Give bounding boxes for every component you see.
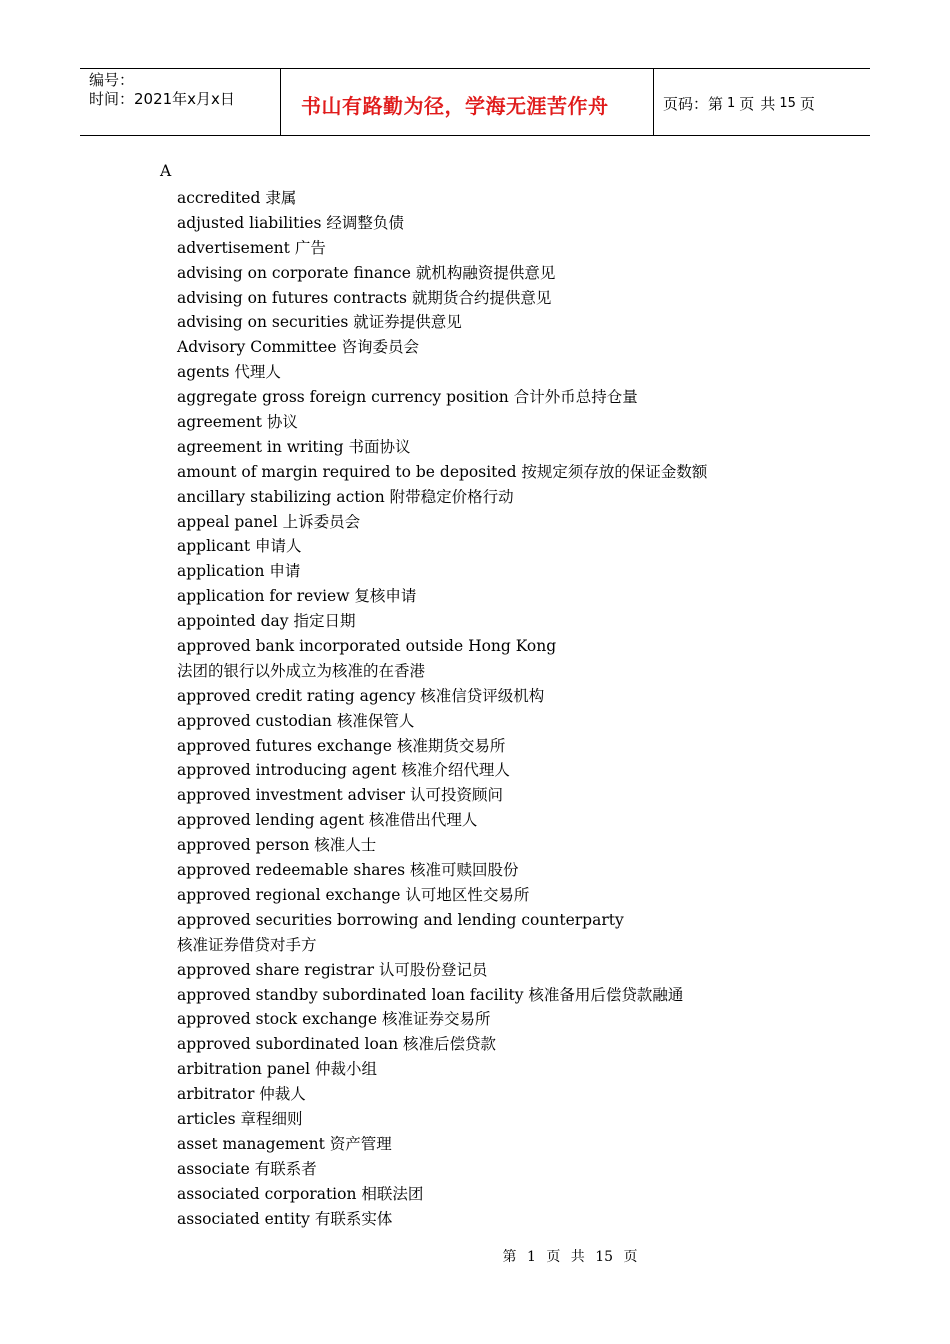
glossary-entry: agents 代理人 (177, 363, 281, 382)
glossary-entry: advising on securities 就证券提供意见 (177, 313, 462, 332)
glossary-entry: applicant 申请人 (177, 537, 302, 556)
glossary-entry: agreement in writing 书面协议 (177, 437, 411, 456)
footer-mid: 页 (546, 1249, 561, 1265)
glossary-entry: approved regional exchange 认可地区性交易所 (177, 885, 530, 904)
header-page-mid: 页 (739, 94, 755, 113)
page-header (80, 68, 870, 136)
glossary-entry: associated corporation 相联法团 (177, 1184, 424, 1203)
header-meta-cell (80, 69, 281, 135)
glossary-entry: approved subordinated loan 核准后偿贷款 (177, 1035, 496, 1054)
header-motto: 书山有路勤为径，学海无涯苦作舟 (301, 93, 609, 118)
glossary-entry: 核准证券借贷对手方 (177, 935, 317, 954)
header-page-total-prefix: 共 (760, 94, 776, 113)
header-page-cell (654, 69, 870, 135)
glossary-entry: approved standby subordinated loan facility 核准备用后偿贷款融通 (177, 985, 684, 1004)
glossary-entry: approved custodian 核准保管人 (177, 711, 415, 730)
glossary-entry: approved bank incorporated outside Hong Kong (177, 637, 557, 656)
header-page-current: 1 (727, 95, 736, 111)
glossary-entry: associate 有联系者 (177, 1159, 317, 1178)
glossary-entry: application for review 复核申请 (177, 587, 417, 606)
glossary-entry: 法团的银行以外成立为核准的在香港 (177, 661, 426, 680)
glossary-entry: approved stock exchange 核准证券交易所 (177, 1010, 491, 1029)
glossary-entry: arbitrator 仲裁人 (177, 1085, 306, 1104)
glossary-entry: adjusted liabilities 经调整负债 (177, 213, 404, 232)
glossary-entry: advising on futures contracts 就期货合约提供意见 (177, 288, 552, 307)
glossary-entry: agreement 协议 (177, 413, 298, 432)
glossary-entry: ancillary stabilizing action 附带稳定价格行动 (177, 487, 514, 506)
glossary-entry: appointed day 指定日期 (177, 612, 356, 631)
document-time-label: 时间：2021年x月x日 (89, 90, 235, 108)
header-page-suffix: 页 (799, 94, 815, 113)
footer-total-prefix: 共 (570, 1249, 585, 1265)
glossary-entry: aggregate gross foreign currency position 合计外币总持仓量 (177, 388, 638, 407)
glossary-entry: approved person 核准人士 (177, 836, 377, 855)
glossary-entry: asset management 资产管理 (177, 1134, 392, 1153)
glossary-entry: arbitration panel 仲裁小组 (177, 1060, 378, 1079)
glossary-entry: associated entity 有联系实体 (177, 1209, 393, 1228)
header-page-total: 15 (779, 95, 796, 111)
document-number-label: 编号： (89, 71, 135, 89)
glossary-entry: approved futures exchange 核准期货交易所 (177, 736, 506, 755)
glossary-entry: approved securities borrowing and lending counterparty (177, 910, 624, 929)
header-page-prefix: 页码：第 (663, 94, 724, 113)
glossary-entry: accredited 隶属 (177, 189, 297, 207)
footer-prefix: 第 (502, 1249, 517, 1265)
page-footer (0, 1246, 950, 1266)
glossary-entry: application 申请 (177, 562, 301, 581)
glossary-entry-list (177, 186, 707, 1231)
glossary-entry: advising on corporate finance 就机构融资提供意见 (177, 263, 556, 282)
glossary-entry: advertisement 广告 (177, 238, 326, 257)
glossary-entry: amount of margin required to be deposited 按规定须存放的保证金数额 (177, 462, 708, 481)
footer-current-page: 1 (526, 1249, 536, 1265)
glossary-entry: articles 章程细则 (177, 1109, 303, 1128)
glossary-entry: approved share registrar 认可股份登记员 (177, 960, 488, 979)
footer-total-pages: 15 (595, 1249, 614, 1265)
glossary-entry: approved investment adviser 认可投资顾问 (177, 786, 504, 805)
glossary-entry: approved redeemable shares 核准可赎回股份 (177, 861, 519, 880)
header-motto-cell (281, 69, 654, 135)
glossary-entry: approved credit rating agency 核准信贷评级机构 (177, 686, 545, 705)
footer-suffix: 页 (623, 1249, 638, 1265)
glossary-entry: approved lending agent 核准借出代理人 (177, 811, 478, 830)
section-letter-heading: A (160, 162, 172, 180)
glossary-entry: Advisory Committee 咨询委员会 (177, 338, 419, 357)
glossary-entry: appeal panel 上诉委员会 (177, 512, 361, 531)
glossary-entry: approved introducing agent 核准介绍代理人 (177, 761, 510, 780)
